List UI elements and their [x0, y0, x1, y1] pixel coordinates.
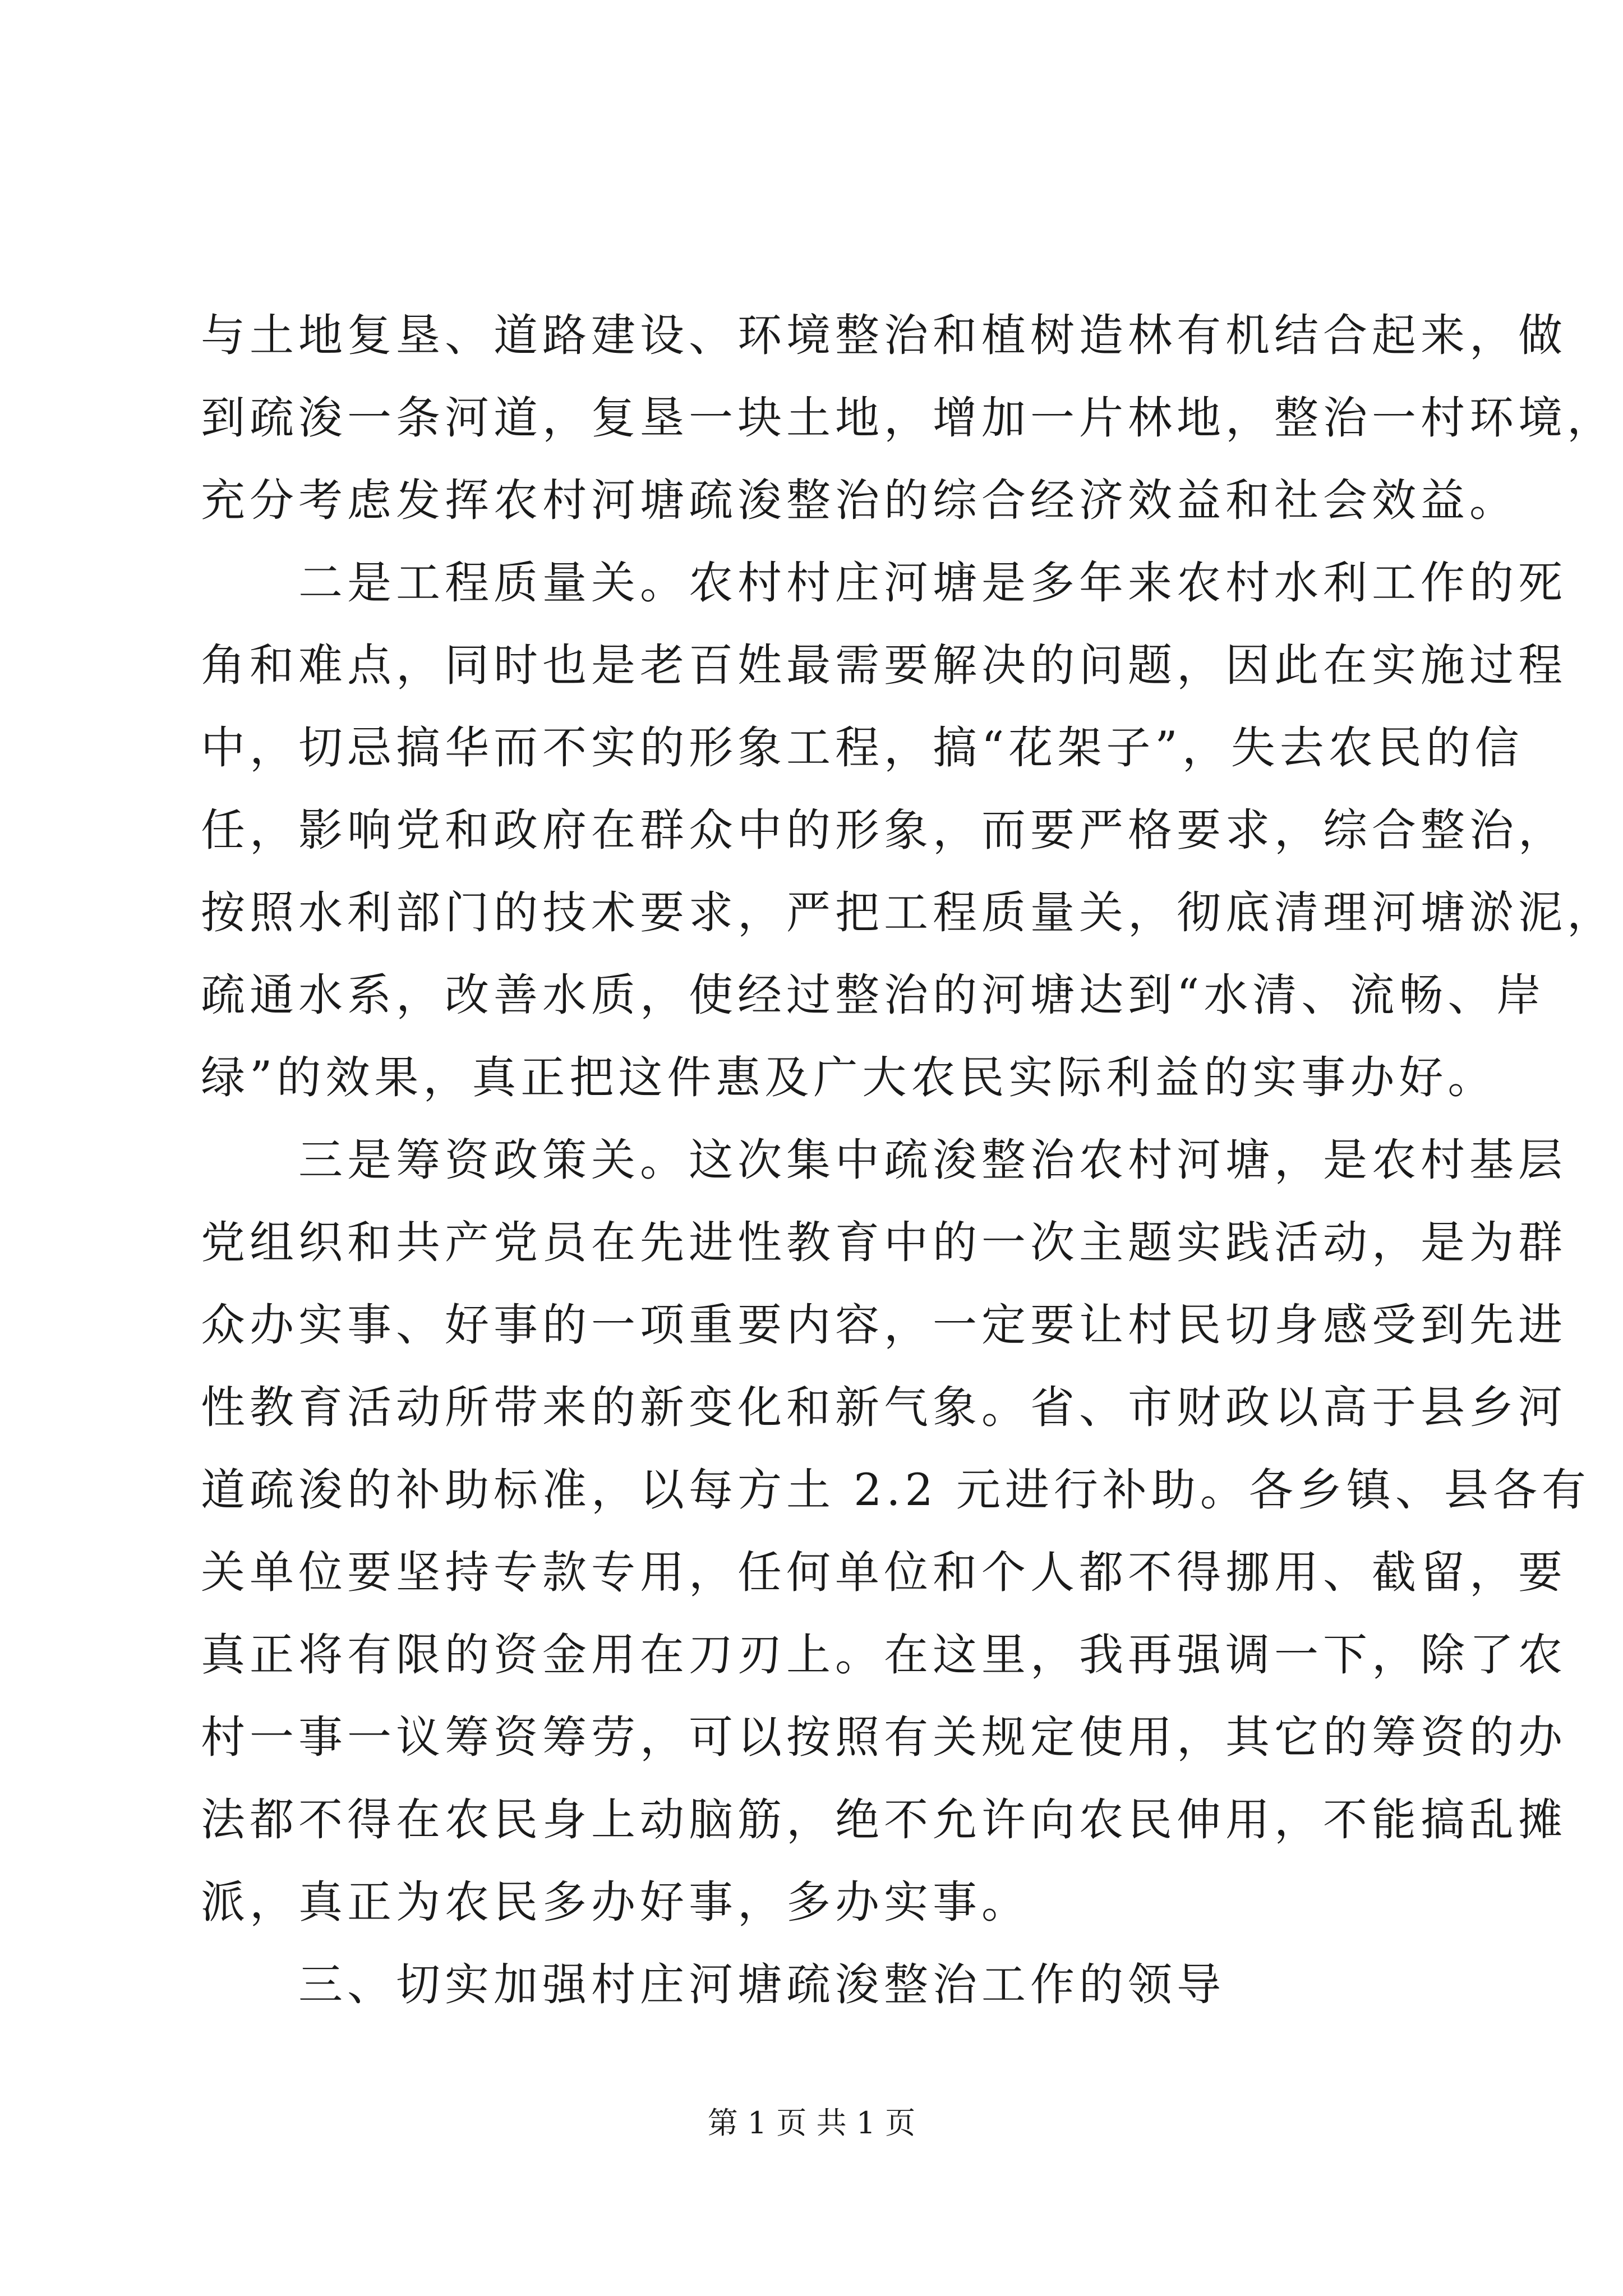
text-line: 党组织和共产党员在先进性教育中的一次主题实践活动，是为群: [201, 1217, 1567, 1268]
text-line: 村一事一议筹资筹劳，可以按照有关规定使用，其它的筹资的办: [201, 1711, 1567, 1763]
text-line: 与土地复垦、道路建设、环境整治和植树造林有机结合起来，做: [201, 310, 1567, 361]
text-line: 三是筹资政策关。这次集中疏浚整治农村河塘，是农村基层: [201, 1134, 1567, 1186]
text-line: 到疏浚一条河道，复垦一块土地，增加一片林地，整治一村环境，: [201, 392, 1616, 444]
text-line: 绿”的效果，真正把这件惠及广大农民实际利益的实事办好。: [201, 1052, 1497, 1103]
text-line: 关单位要坚持专款专用，任何单位和个人都不得挪用、截留，要: [201, 1547, 1567, 1598]
text-line: 派，真正为农民多办好事，多办实事。: [201, 1876, 1030, 1928]
text-line: 二是工程质量关。农村村庄河塘是多年来农村水利工作的死: [201, 557, 1567, 609]
section-heading: 三、切实加强村庄河塘疏浚整治工作的领导: [201, 1959, 1225, 2010]
text-line: 疏通水系，改善水质，使经过整治的河塘达到“水清、流畅、岸: [201, 969, 1546, 1021]
text-line: 角和难点，同时也是老百姓最需要解决的问题，因此在实施过程: [201, 639, 1567, 691]
text-line: 充分考虑发挥农村河塘疏浚整治的综合经济效益和社会效益。: [201, 475, 1518, 526]
page-number-footer: 第 1 页 共 1 页: [707, 2105, 916, 2141]
text-line: 道疏浚的补助标准，以每方土 2.2 元进行补助。各乡镇、县各有: [201, 1464, 1590, 1516]
text-line: 性教育活动所带来的新变化和新气象。省、市财政以高于县乡河: [201, 1382, 1567, 1433]
text-line: 众办实事、好事的一项重要内容，一定要让村民切身感受到先进: [201, 1299, 1567, 1351]
text-line: 任，影响党和政府在群众中的形象，而要严格要求，综合整治，: [201, 804, 1567, 856]
text-line: 按照水利部门的技术要求，严把工程质量关，彻底清理河塘淤泥，: [201, 887, 1616, 938]
text-line: 中，切忌搞华而不实的形象工程，搞“花架子”，失去农民的信: [201, 722, 1524, 774]
text-line: 真正将有限的资金用在刀刃上。在这里，我再强调一下，除了农: [201, 1629, 1567, 1681]
document-body: [201, 295, 1616, 2026]
text-line: 法都不得在农民身上动脑筋，绝不允许向农民伸用，不能搞乱摊: [201, 1794, 1567, 1846]
